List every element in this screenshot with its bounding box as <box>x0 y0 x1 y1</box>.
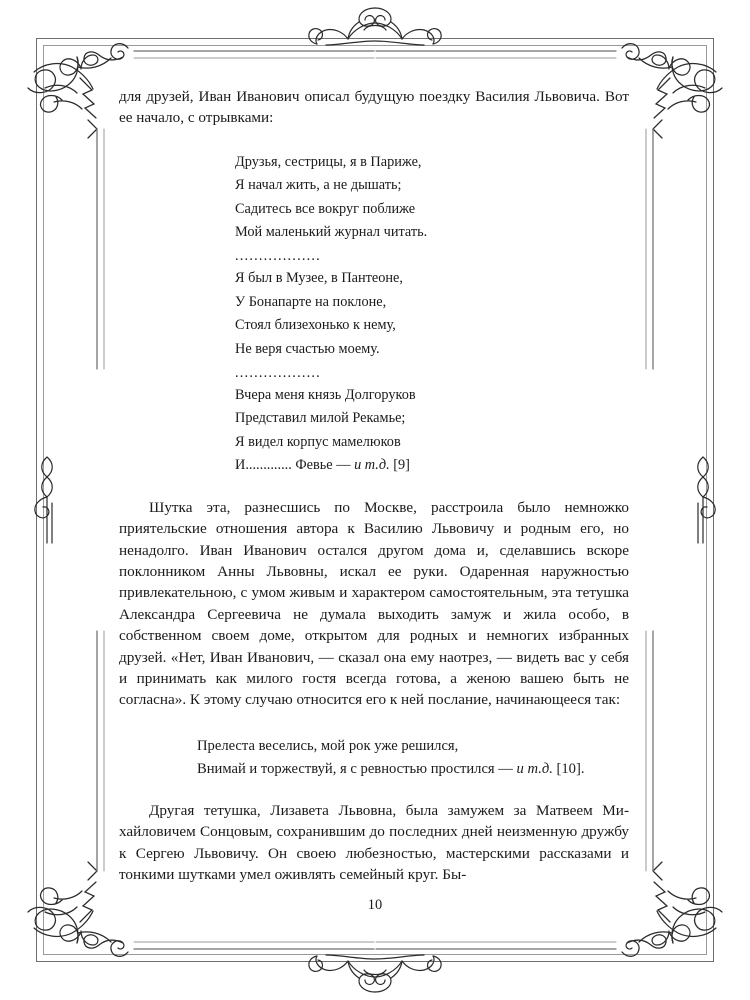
page-number: 10 <box>367 897 383 913</box>
paragraph-continued: для друзей, Иван Иванович описал будущую поездку Василия Львовича. Вот ее начало, с отрывками: <box>119 88 629 127</box>
verse-line: Я начал жить, а не дышать; <box>235 177 402 194</box>
verse-stanza-3 <box>235 384 629 478</box>
edge-ornament-bottom-icon <box>280 950 470 996</box>
quote-line: Прелеста веселись, мой рок уже решился, <box>197 737 459 754</box>
quote-final-reference: [10]. <box>552 760 585 777</box>
quote-line-final <box>197 758 629 781</box>
verse-final-prefix: И............. Февье — <box>235 457 355 474</box>
verse-line: Я был в Музее, в Пантеоне, <box>235 270 403 287</box>
page-content <box>119 86 629 885</box>
verse-line: Стоял близехонько к нему, <box>235 317 396 334</box>
verse-stanza-1 <box>235 151 629 245</box>
verse-line: Не веря счастью моему. <box>235 340 380 357</box>
edge-ornament-right-icon <box>693 455 727 545</box>
verse-line: Представил милой Рекамье; <box>235 410 406 427</box>
edge-ornament-top-icon <box>280 4 470 50</box>
paragraph-body-2: Шутка эта, разнесшись по Москве, расстроила было немножко приятельские отношения автора к Василию Львовичу и родным его, но ненадолго. Иван Иванович остался другом дома и, сделавшись вскоре поклонником Анны Львовны, искал ее руки. Одаренная наружностью привлекательною, с умом живым и характером самостоятельным, эта тетушка Александра Сергеевича не думала выходить замуж и жила особо, в собственном своем доме, открытом для родных и немногих избранных друзей. «Нет, Иван Иванович, — сказал она ему наотрез, — видеть вас у себя и принимать как милого гостя всегда готова, а женою вашею быть не согласна». К этому случаю относится его к ней послание, начинающееся так: <box>119 498 629 709</box>
paragraph-body-3: Другая тетушка, Лизавета Львовна, была замужем за Матвеем Михайловичем Сонцовым, сохранившим до последних дней неизменную дружбу к Сергею Львовичу. Он своею любезностью, мастерскими рассказами и тонкими шутками умел оживлять семейный круг. Бы- <box>119 801 629 883</box>
verse-final-italic: и т.д. <box>354 457 390 474</box>
verse-line: Садитесь все вокруг поближе <box>235 200 416 217</box>
quote-final-italic: и т.д. <box>516 760 553 777</box>
verse-separator: .................. <box>235 248 321 265</box>
verse-separator: .................. <box>235 365 321 382</box>
verse-line: Вчера меня князь Долгоруков <box>235 387 416 404</box>
edge-ornament-left-icon <box>23 455 57 545</box>
quote-final-prefix: Внимай и торжествуй, я с ревностью простился — <box>197 760 517 777</box>
verse-line: Друзья, сестрицы, я в Париже, <box>235 153 422 170</box>
verse-final-reference: [9] <box>389 457 410 474</box>
verse-stanza-2 <box>235 267 629 361</box>
verse-line: У Бонапарте на поклоне, <box>235 293 387 310</box>
quote-block <box>197 735 629 781</box>
verse-line: Я видел корпус мамелюков <box>235 433 401 450</box>
verse-block <box>235 151 629 478</box>
verse-line: Мой маленький журнал читать. <box>235 224 428 241</box>
verse-line-final <box>235 454 629 477</box>
